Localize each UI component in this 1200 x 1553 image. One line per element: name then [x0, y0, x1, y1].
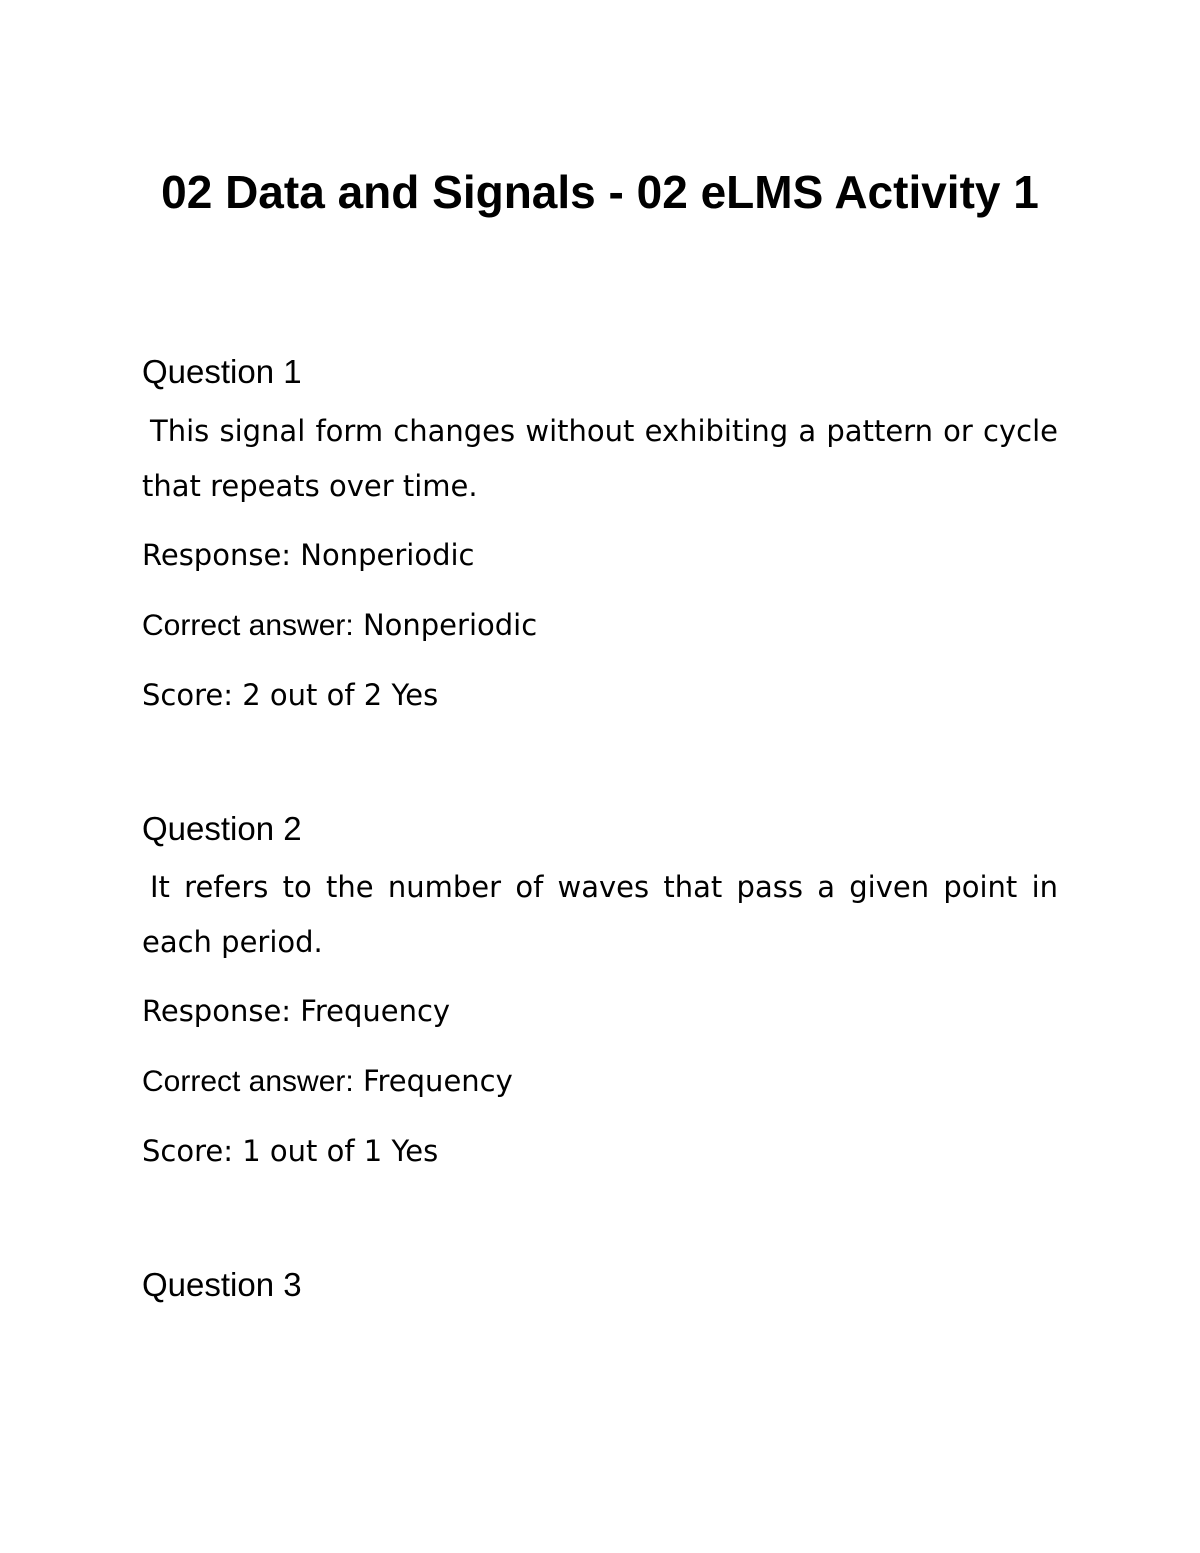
question-text: This signal form changes without exhibiting a pattern or cycle that repeats over time. — [142, 414, 1058, 503]
correct-answer-line — [142, 1061, 513, 1102]
question-heading: Question 2 — [142, 810, 302, 847]
response-value: Nonperiodic — [300, 538, 475, 572]
correct-answer-label: Correct answer: — [142, 1065, 354, 1098]
score-line — [142, 675, 438, 715]
page-title: 02 Data and Signals - 02 eLMS Activity 1 — [161, 166, 1039, 218]
response-label: Response: — [142, 538, 292, 572]
correct-answer-value: Frequency — [362, 1064, 513, 1098]
score-label: Score: — [142, 678, 233, 712]
correct-answer-label: Correct answer: — [142, 609, 354, 642]
response-line — [142, 535, 474, 575]
correct-answer-value: Nonperiodic — [362, 608, 538, 642]
response-label: Response: — [142, 994, 292, 1028]
score-value: 1 out of 1 Yes — [242, 1134, 439, 1168]
question-heading: Question 1 — [142, 353, 302, 390]
correct-answer-line — [142, 605, 537, 646]
question-text: It refers to the number of waves that pass a given point in each period. — [142, 870, 1058, 959]
score-value: 2 out of 2 Yes — [242, 678, 439, 712]
score-label: Score: — [142, 1134, 233, 1168]
response-value: Frequency — [300, 994, 451, 1028]
score-line — [142, 1131, 438, 1171]
question-heading: Question 3 — [142, 1266, 302, 1303]
response-line — [142, 991, 450, 1031]
